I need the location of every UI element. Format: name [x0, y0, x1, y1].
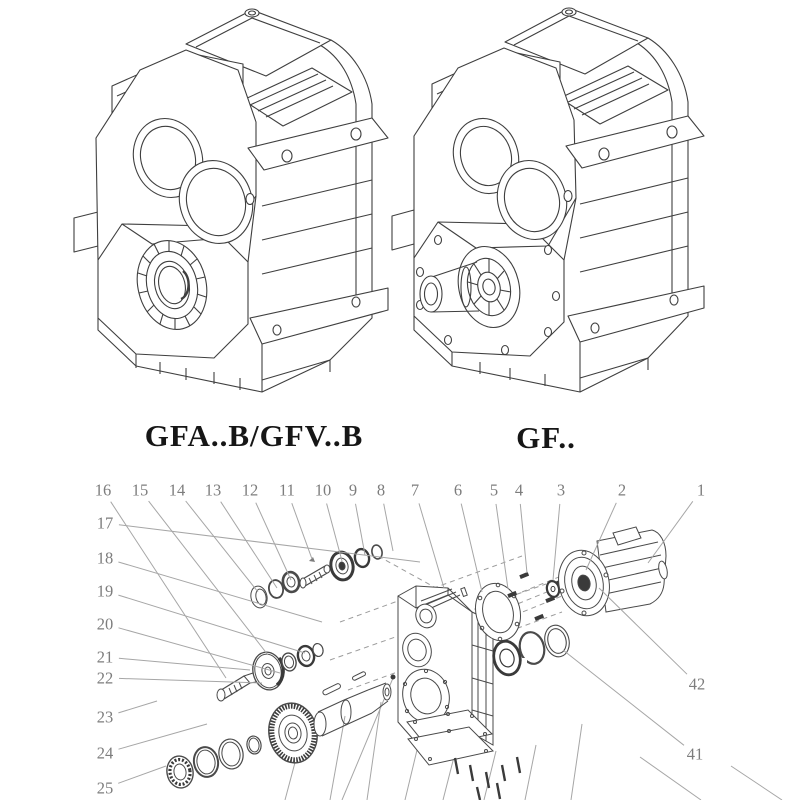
part-callout-23: 23	[96, 707, 114, 727]
right-model-label: GF..	[516, 420, 576, 455]
part-callout-1: 1	[696, 480, 706, 500]
leader-line-25	[118, 766, 166, 783]
part-callout-5: 5	[489, 480, 499, 500]
leader-line-4	[520, 504, 527, 573]
part-callout-15: 15	[131, 480, 149, 500]
leader-line-24	[119, 724, 208, 749]
part-callout-6: 6	[453, 480, 463, 500]
leader-line-21	[119, 658, 250, 670]
part-output-gear-assembly	[164, 699, 321, 790]
leader-line-9	[356, 504, 366, 555]
leader-line-3	[553, 504, 560, 580]
left-gearbox-drawing	[74, 9, 388, 392]
part-motor	[553, 527, 669, 620]
part-callout-14: 14	[168, 480, 186, 500]
part-callout-8: 8	[376, 480, 386, 500]
part-callout-24: 24	[96, 743, 114, 763]
part-callout-12: 12	[241, 480, 259, 500]
leader-line-15	[149, 501, 268, 655]
leader-line-20	[119, 628, 281, 673]
breather-plug	[245, 9, 259, 17]
leader-line-8	[384, 504, 393, 551]
breather-plug	[562, 8, 576, 16]
leader-line-23	[118, 701, 157, 713]
part-callout-10: 10	[314, 480, 332, 500]
leader-line-13	[221, 502, 277, 588]
part-input-shaft-assembly	[249, 544, 383, 609]
leader-line-17	[119, 525, 420, 562]
leader-line-12	[256, 503, 291, 580]
leader-line-7	[419, 503, 444, 588]
left-model-label: GFA..B/GFV..B	[144, 418, 364, 453]
part-callout-42: 42	[688, 674, 706, 694]
part-callout-7: 7	[410, 480, 420, 500]
part-callout-9: 9	[348, 480, 358, 500]
part-intermediate-gear-assembly	[217, 643, 324, 701]
leader-line-22	[119, 678, 262, 683]
part-callout-20: 20	[96, 614, 114, 634]
right-gearbox-drawing	[392, 8, 704, 392]
part-callout-16: 16	[94, 480, 112, 500]
leader-line-11	[292, 503, 312, 559]
part-callout-4: 4	[514, 480, 524, 500]
part-callout-13: 13	[204, 480, 222, 500]
part-callout-17: 17	[96, 513, 114, 533]
part-callout-21: 21	[96, 647, 114, 667]
part-callout-22: 22	[96, 668, 114, 688]
leader-line-5	[496, 504, 508, 589]
part-callout-19: 19	[96, 581, 114, 601]
part-callout-41: 41	[686, 744, 704, 764]
part-callout-3: 3	[556, 480, 566, 500]
leader-line-6	[461, 504, 482, 592]
part-base-bolts	[455, 757, 520, 800]
part-callout-25: 25	[96, 778, 114, 798]
leader-line-19	[118, 595, 305, 653]
leader-line-16	[111, 502, 226, 678]
leader-line-14	[186, 501, 258, 592]
part-callout-11: 11	[279, 480, 295, 500]
part-callout-2: 2	[617, 480, 627, 500]
part-callout-18: 18	[96, 548, 114, 568]
part-output-shaft	[314, 671, 391, 736]
